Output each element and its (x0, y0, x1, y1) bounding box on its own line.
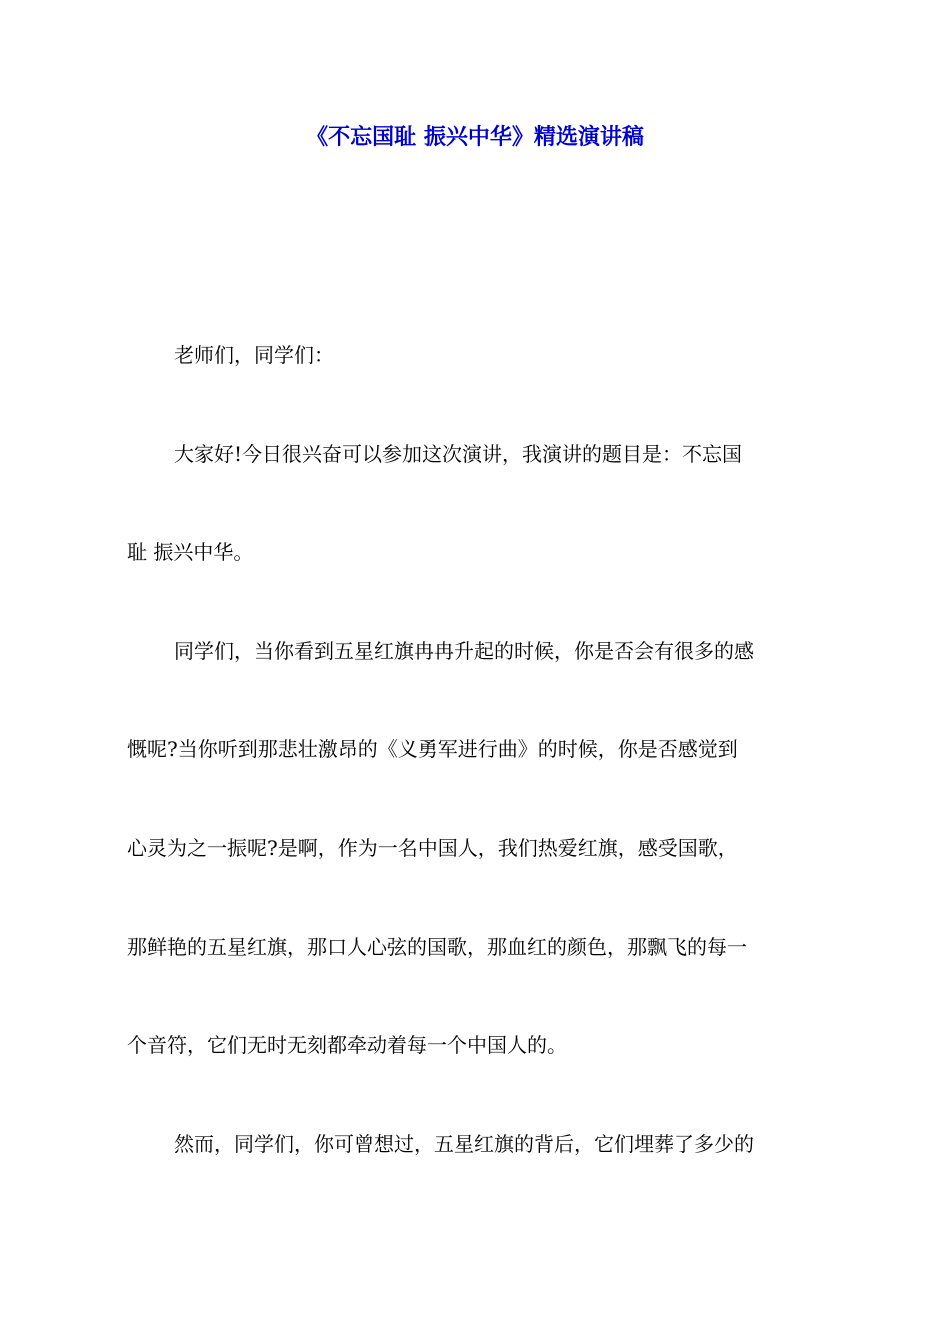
body-line-6: 心灵为之一振呢?是啊，作为一名中国人，我们热爱红旗，感受国歌， (127, 835, 738, 860)
body-line-4: 同学们，当你看到五星红旗冉冉升起的时候，你是否会有很多的感 (174, 638, 754, 663)
body-line-5: 慨呢?当你听到那悲壮激昂的《义勇军进行曲》的时候，你是否感觉到 (127, 737, 738, 762)
body-line-7: 那鲜艳的五星红旗，那口人心弦的国歌，那血红的颜色，那飘飞的每一 (127, 934, 747, 959)
body-line-9: 然而，同学们，你可曾想过，五星红旗的背后，它们埋葬了多少的 (174, 1131, 754, 1156)
body-line-salutation: 老师们，同学们： (174, 343, 334, 367)
body-line-2: 大家好!今日很兴奋可以参加这次演讲，我演讲的题目是：不忘国 (174, 441, 743, 466)
body-line-3: 耻 振兴中华。 (127, 540, 254, 565)
document-body (127, 306, 823, 1193)
body-line-8: 个音符，它们无时无刻都牵动着每一个中国人的。 (127, 1033, 567, 1058)
document-title: 《不忘国耻 振兴中华》精选演讲稿 (306, 125, 644, 150)
